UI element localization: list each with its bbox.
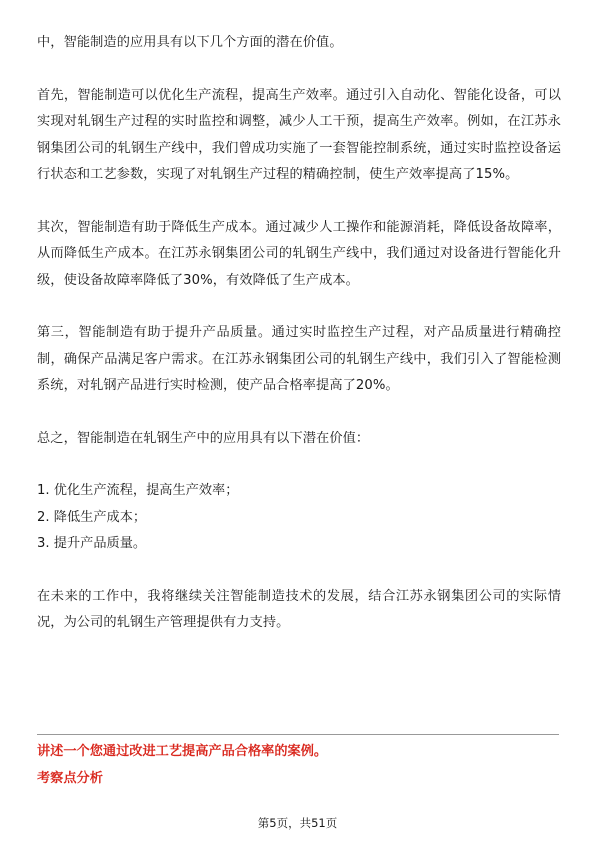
paragraph-gap <box>37 400 561 426</box>
list-item: 3. 提升产品质量。 <box>37 536 147 551</box>
paragraph-third: 第三，智能制造有助于提升产品质量。通过实时监控生产过程，对产品质量进行精确控制，确保产品满足客户需求。在江苏永钢集团公司的轧钢生产线中，我们引入了智能检测系统，对轧钢产品进行实时检测，使产品合格率提高了20%。 <box>37 325 561 393</box>
list-item: 2. 降低生产成本； <box>37 509 147 525</box>
paragraph-gap <box>37 294 561 320</box>
paragraph-summary: 总之，智能制造在轧钢生产中的应用具有以下潜在价值： <box>37 430 370 446</box>
paragraph-closing: 在未来的工作中，我将继续关注智能制造技术的发展，结合江苏永钢集团公司的实际情况，为公司的轧钢生产管理提供有力支持。 <box>37 588 561 630</box>
list-item: 1. 优化生产流程，提高生产效率； <box>37 483 239 498</box>
paragraph-gap <box>37 558 561 584</box>
page-body <box>37 30 561 637</box>
analysis-heading: 考察点分析 <box>37 771 103 786</box>
paragraph-gap <box>37 57 561 83</box>
value-list <box>37 478 561 558</box>
paragraph-second: 其次，智能制造有助于降低生产成本。通过减少人工操作和能源消耗，降低设备故障率，从而降低生产成本。在江苏永钢集团公司的轧钢生产线中，我们通过对设备进行智能化升级，使设备故障率降低了30%，有效降低了生产成本。 <box>37 219 561 288</box>
paragraph-gap <box>37 452 561 478</box>
interview-question: 讲述一个您通过改进工艺提高产品合格率的案例。 <box>37 744 328 759</box>
section-divider <box>37 734 559 735</box>
paragraph-first: 首先，智能制造可以优化生产流程，提高生产效率。通过引入自动化、智能化设备，可以实现对轧钢生产过程的实时监控和调整，减少人工干预，提高生产效率。例如，在江苏永钢集团公司的轧钢生产线中，我们曾成功实施了一套智能控制系统，通过实时监控设备运行状态和工艺参数，实现了对轧钢生产过程的精确控制，使生产效率提高了15%。 <box>37 87 561 182</box>
paragraph-gap <box>37 189 561 215</box>
paragraph-intro-tail: 中，智能制造的应用具有以下几个方面的潜在价值。 <box>37 35 343 50</box>
page-footer: 第5页，共51页 <box>257 816 338 830</box>
